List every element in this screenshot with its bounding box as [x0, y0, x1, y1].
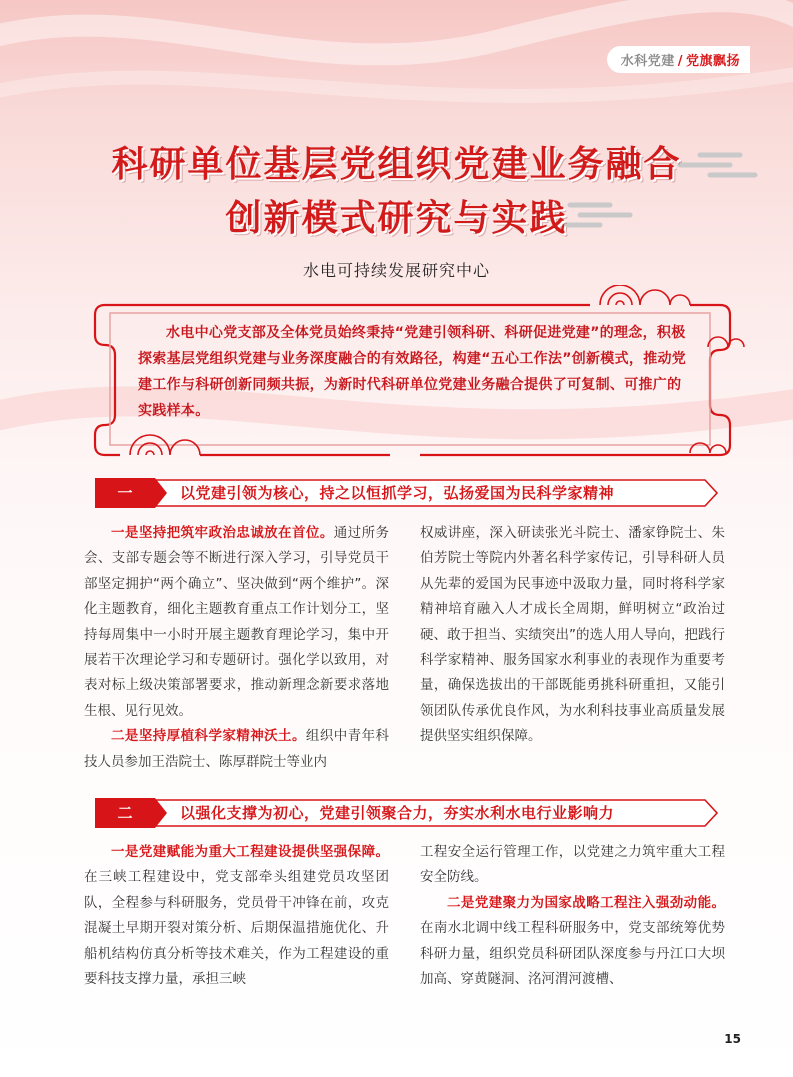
section-one-left-column: [84, 521, 389, 775]
section-one-right-column: [420, 521, 725, 750]
paragraph: 工程安全运行管理工作，以党建之力筑牢重大工程安全防线。: [420, 844, 725, 886]
section-one-heading: 以党建引领为核心，持之以恒抓学习，弘扬爱国为民科学家精神: [180, 484, 615, 502]
section-two-left-column: [84, 840, 389, 992]
paragraph-text: 在南水北调中线工程科研服务中，党支部统筹优势科研力量，组织党员科研团队深度参与丹江口大坝加高、穿黄隧洞、洺河渭河渡槽、: [420, 920, 725, 988]
paragraph: 权威讲座，深入研读张光斗院士、潘家铮院士、朱伯芳院士等院内外著名科学家传记，引导科研人员从先辈的爱国为民事迹中汲取力量，同时将科学家精神培育融入人才成长全周期，鲜明树立“政治过硬、敢于担当、实绩突出”的选人用人导向，把践行科学家精神、服务国家水利事业的表现作为重要考量，确保选拔出的干部既能勇挑科研重担，又能引领团队传承优良作风，为水利科技事业高质量发展提供坚实组织保障。: [420, 525, 725, 745]
section-two-number: 二: [95, 798, 155, 828]
paragraph-text: 通过所务会、支部专题会等不断进行深入学习，引导党员干部坚定拥护“两个确立”、坚决做到“两个维护”。深化主题教育，细化主题教育重点工作计划分工，坚持每周集中一小时开展主题教育理论学习，集中开展若干次理论学习和专题研讨。强化学以致用，对表对标上级决策部署要求，推动新理念新要求落地生根、见行见效。: [84, 525, 390, 719]
page-number: 15: [724, 1032, 741, 1046]
paragraph-lead: 一是坚持把筑牢政治忠诚放在首位。: [111, 525, 334, 541]
paragraph-lead: 二是党建聚力为国家战略工程注入强劲动能。: [447, 894, 725, 911]
paragraph: [84, 840, 389, 992]
section-two-banner: [95, 798, 720, 828]
section-two-heading: 以强化支撑为初心，党建引领聚合力，夯实水利水电行业影响力: [180, 804, 615, 822]
column-header-tag: [607, 46, 750, 73]
paragraph: [420, 891, 725, 993]
paragraph-text: 在三峡工程建设中，党支部牵头组建党员攻坚团队，全程参与科研服务，党员骨干冲锋在前，攻克混凝土早期开裂对策分析、后期保温措施优化、升船机结构仿真分析等技术难关，作为工程建设的重要科技支撑力量，承担三峡: [84, 869, 389, 988]
column-subsection: 党旗飘扬: [685, 54, 740, 69]
section-one-number: 一: [95, 478, 155, 508]
paragraph-lead: 二是坚持厚植科学家精神沃土。: [111, 728, 306, 745]
author: 水电可持续发展研究中心: [302, 261, 490, 280]
abstract-text: 水电中心党支部及全体党员始终秉持“党建引领科研、科研促进党建”的理念，积极探索基层党组织党建与业务深度融合的有效路径，构建“五心工作法”创新模式，推动党建工作与科研创新同频共振，为新时代科研单位党建业务融合提供了可复制、可推广的实践样本。: [138, 325, 687, 419]
paragraph: [84, 724, 389, 775]
paragraph: [84, 521, 389, 724]
paragraph-text: 组织中青年科技人员参加王浩院士、陈厚群院士等业内: [84, 728, 390, 770]
article-title-line1: 科研单位基层党组织党建业务融合: [111, 144, 682, 185]
section-two-right-column: [420, 840, 725, 992]
column-separator: /: [677, 54, 683, 69]
column-section: 水科党建: [620, 54, 675, 69]
paragraph-lead: 一是党建赋能为重大工程建设提供坚强保障。: [111, 844, 389, 860]
article-title-line2: 创新模式研究与实践: [225, 198, 568, 239]
section-one-banner: [95, 478, 720, 508]
